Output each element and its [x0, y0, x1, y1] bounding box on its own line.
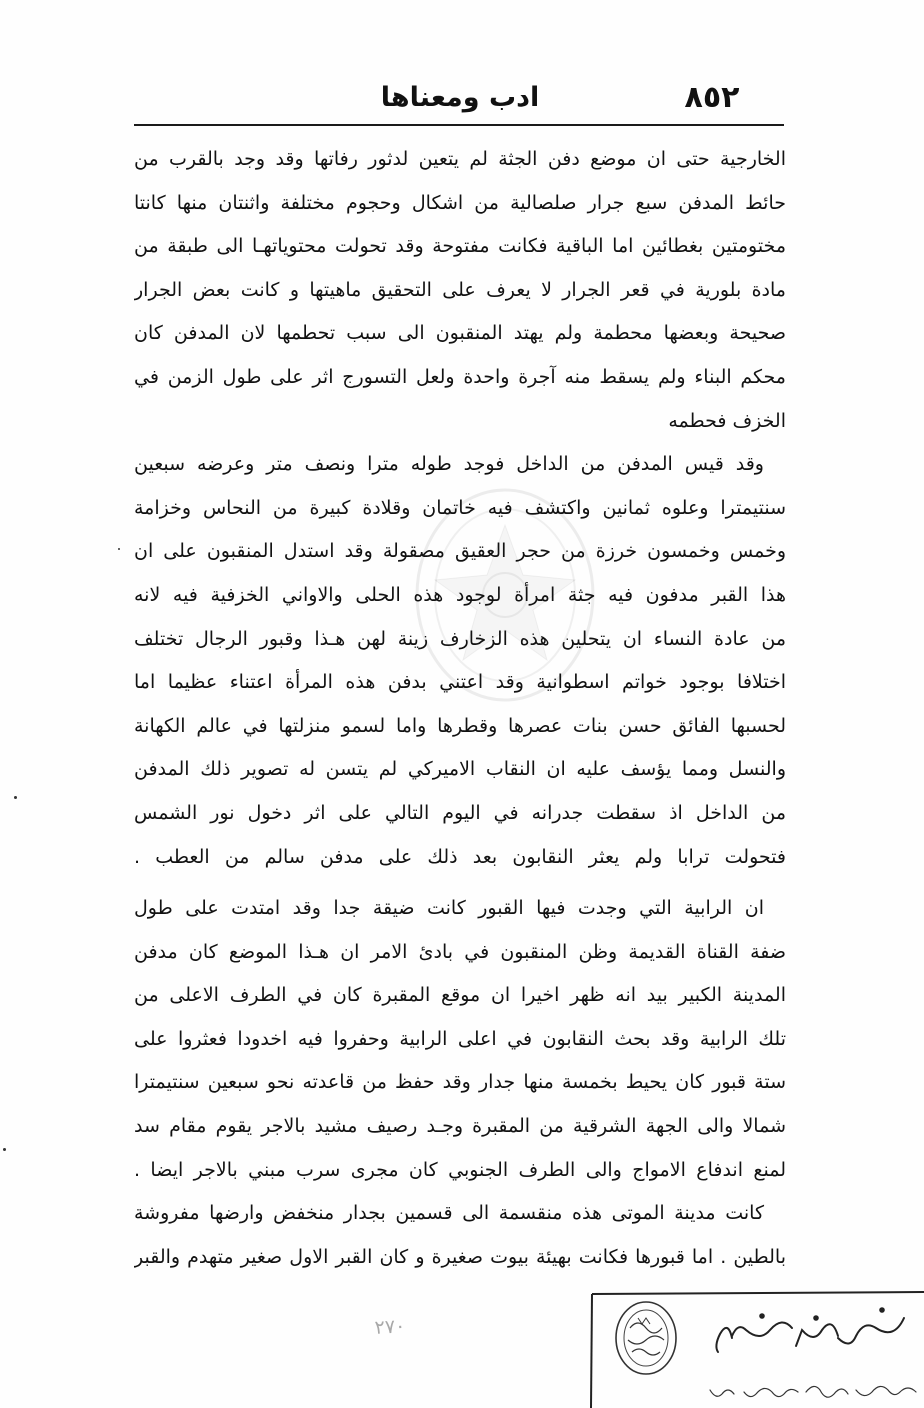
text-line: الخارجية حتى ان موضع دفن الجثة لم يتعين لدثور رفاتها وقد وجد بالقرب من	[134, 148, 786, 170]
seal-icon	[616, 1302, 676, 1374]
paragraph	[134, 443, 786, 879]
text-line: لحسبها الفائق حسن بنات عصرها وقطرها واما لسمو منزلتها في عالم الكهانة	[134, 714, 786, 737]
text-line: ان الرابية التي وجدت فيها القبور كانت ضيقة جدا وقد امتدت على طول	[134, 897, 764, 920]
footer-page-mark: ٢٧٠	[373, 1314, 407, 1340]
text-line: صحيحة وبعضها محطمة ولم يهتد المنقبون الى سبب تحطمها لان المدفن كان	[134, 322, 786, 345]
text-line: ستة قبور كان يحيط بخمسة منها جدار وقد حفظ من قاعدته نحو سبعين سنتيمترا	[134, 1071, 786, 1094]
text-line: والنسل ومما يؤسف عليه ان النقاب الاميركي لم يتسن له تصوير ذلك المدفن	[134, 758, 786, 781]
text-line: كانت مدينة الموتى هذه منقسمة الى قسمين بجدار منخفض وارضها مفروشة	[134, 1202, 764, 1225]
header-rule	[134, 124, 784, 126]
text-line: محكم البناء ولم يسقط منه آجرة واحدة ولعل التسورج اثر على طول الزمن في	[134, 365, 786, 388]
paragraph	[134, 1192, 786, 1279]
running-title: ادب ومعناها	[380, 82, 540, 113]
text-line: هذا القبر مدفون فيه جثة امرأة لوجود هذه الحلى والاواني الخزفية فيه لانه	[134, 583, 786, 606]
signature-icon	[716, 1308, 904, 1352]
paragraph	[134, 138, 786, 443]
scan-speck	[14, 796, 17, 799]
text-line: تلك الرابية وقد بحث النقابون في اعلى الرابية وحفروا فيه اخدودا فعثروا على	[134, 1027, 786, 1050]
handwritten-note-icon	[710, 1386, 916, 1397]
text-line: اختلافا بوجود خواتم اسطوانية وقد اعتني بدفن هذه المرأة اعتناء عظيما اما	[134, 671, 786, 694]
text-line: ضفة القناة القديمة وظن المنقبون في بادئ الامر ان هـذا الموضع كان مدفن	[134, 940, 786, 963]
text-line: بالطين . اما قبورها فكانت بهيئة بيوت صغيرة و كان القبر الاول صغير متهدم والقبر	[134, 1245, 786, 1268]
text-line: مادة بلورية في قعر الجرار لا يعرف على التحقيق ماهيتها و كانت بعض الجرار	[134, 278, 786, 301]
text-line: حائط المدفن سبع جرار صلصالية من اشكال وحجوم مختلفة واثنتان منها كانتا	[134, 191, 786, 214]
text-line: الخزف فحطمه	[668, 409, 786, 432]
text-line: شمالا والى الجهة الشرقية من المقبرة وجـد رصيف مشيد بالاجر يقوم مقام سد	[134, 1115, 786, 1138]
text-line: لمنع اندفاع الامواج والى الطرف الجنوبي كان مجرى سرب مبني بالاجر ايضا .	[134, 1158, 786, 1181]
paragraph	[134, 887, 786, 1192]
library-stamp	[586, 1288, 924, 1408]
text-line: سنتيمترا وعلوه ثمانين واكتشف فيه خاتمان وقلادة كبيرة من النحاس وخزامة	[134, 496, 786, 519]
body-text	[134, 138, 786, 1279]
text-line: مختومتين بغطائين اما الباقية فكانت مفتوحة وقد تحولت محتوياتهـا الى طبقة من	[134, 235, 786, 258]
text-line: المدينة الكبير بيد انه ظهر اخيرا ان موقع المقبرة كان في الطرف الاعلى من	[134, 984, 786, 1007]
scan-speck	[3, 1148, 6, 1151]
text-line: وخمس وخمسون خرزة من حجر العقيق مصقولة وقد استدل المنقبون على ان	[134, 540, 786, 563]
page-number: ٨٥٢	[684, 80, 740, 115]
text-line: فتحولت ترابا ولم يعثر النقابون بعد ذلك على مدفن سالم من العطب .	[134, 845, 786, 868]
scan-speck	[118, 548, 120, 550]
text-line: وقد قيس المدفن من الداخل فوجد طوله مترا ونصف متر وعرضه سبعين	[134, 453, 764, 476]
text-line: من عادة النساء ان يتحلين هذه الزخارف زينة لهن هـذا وقبور الرجال تختلف	[134, 627, 786, 650]
text-line: من الداخل اذ سقطت جدرانه في اليوم التالي على اثر دخول نور الشمس	[134, 801, 786, 824]
